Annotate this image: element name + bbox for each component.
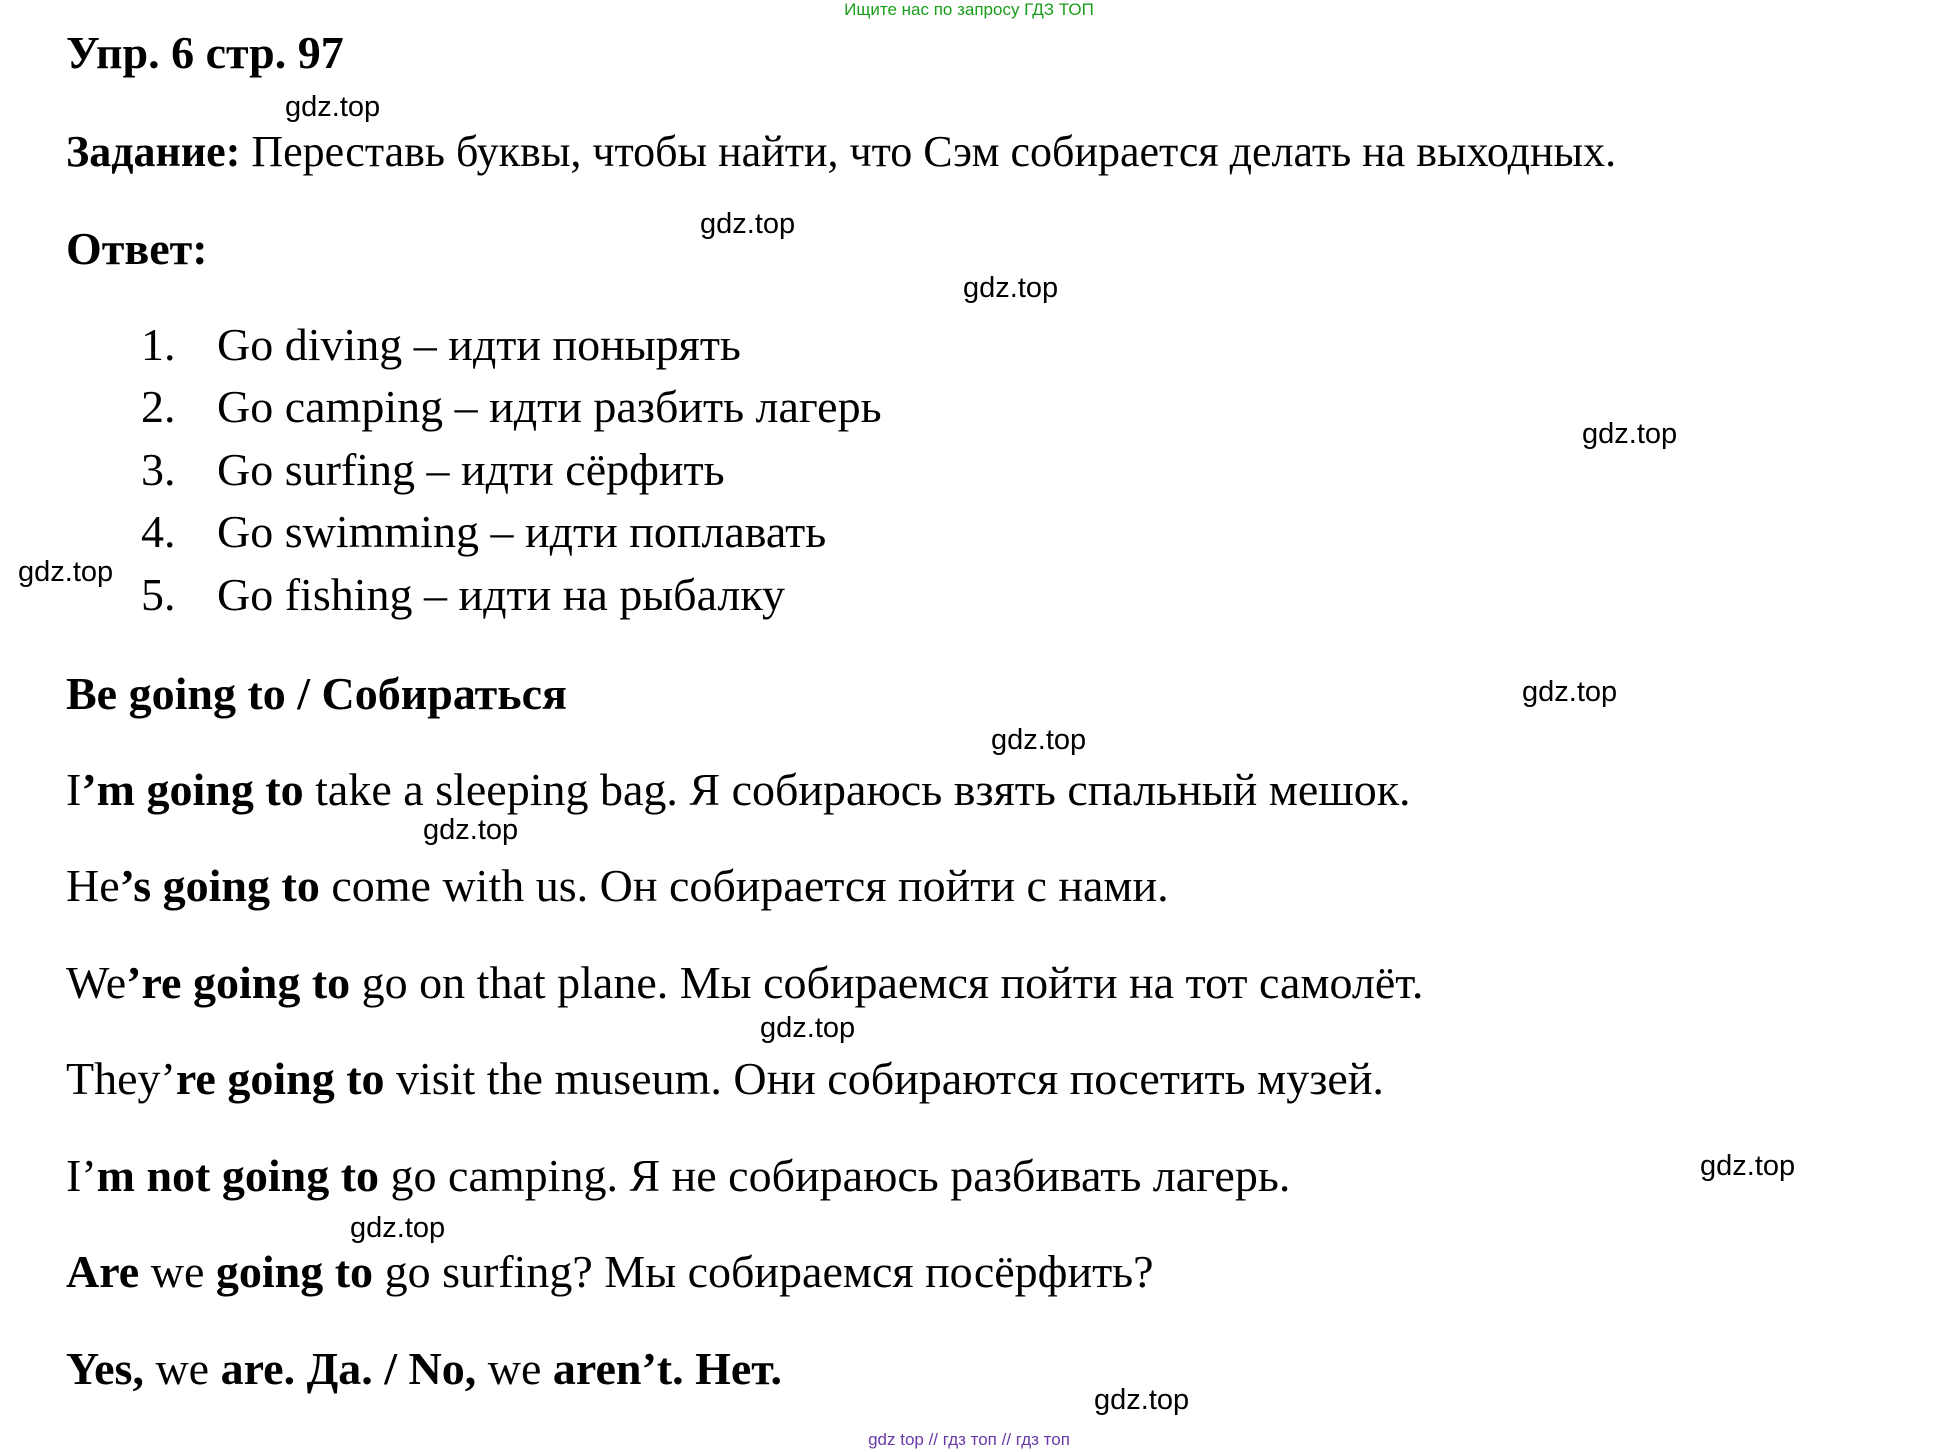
answer-text: Go camping – идти разбить лагерь	[217, 381, 882, 432]
top-search-link[interactable]: Ищите нас по запросу ГДЗ ТОП	[844, 0, 1094, 19]
watermark: gdz.top	[18, 556, 114, 588]
watermark: gdz.top	[285, 91, 381, 123]
answer-number: 1.	[141, 319, 176, 370]
task-label: Задание:	[66, 127, 241, 176]
answer-heading: Ответ:	[66, 223, 208, 274]
answer-number: 4.	[141, 506, 176, 557]
answer-text: Go diving – идти понырять	[217, 319, 741, 370]
example-question: Are we going to go surfing? Мы собираемся посёрфить?	[66, 1246, 1154, 1297]
page-title: Упр. 6 стр. 97	[66, 27, 344, 78]
task-line	[66, 126, 1616, 177]
answer-number: 5.	[141, 569, 176, 620]
example-sentence-2: He’s going to come with us. Он собирается пойти с нами.	[66, 860, 1169, 911]
footer-links[interactable]: gdz top // гдз топ // гдз топ	[868, 1430, 1070, 1449]
answer-number: 3.	[141, 444, 176, 495]
example-sentence-5: I’m not going to go camping. Я не собираюсь разбивать лагерь.	[66, 1150, 1291, 1201]
watermark: gdz.top	[1700, 1150, 1796, 1182]
example-sentence-4: They’re going to visit the museum. Они собираются посетить музей.	[66, 1053, 1384, 1104]
watermark: gdz.top	[991, 724, 1087, 756]
task-text: Переставь буквы, чтобы найти, что Сэм собирается делать на выходных.	[240, 127, 1617, 176]
example-reply: Yes, we are. Да. / No, we aren’t. Нет.	[66, 1343, 782, 1394]
watermark: gdz.top	[760, 1012, 856, 1044]
example-sentence-3: We’re going to go on that plane. Мы собираемся пойти на тот самолёт.	[66, 957, 1424, 1008]
answer-text: Go swimming – идти поплавать	[217, 506, 827, 557]
watermark: gdz.top	[1094, 1384, 1190, 1416]
watermark: gdz.top	[1522, 676, 1618, 708]
example-sentence-1: I’m going to take a sleeping bag. Я собираюсь взять спальный мешок.	[66, 764, 1411, 815]
answer-number: 2.	[141, 381, 176, 432]
answer-text: Go surfing – идти сёрфить	[217, 444, 725, 495]
watermark: gdz.top	[1582, 418, 1678, 450]
answer-text: Go fishing – идти на рыбалку	[217, 569, 786, 620]
watermark: gdz.top	[350, 1212, 446, 1244]
watermark: gdz.top	[700, 208, 796, 240]
watermark: gdz.top	[963, 272, 1059, 304]
watermark: gdz.top	[423, 814, 519, 846]
section-heading: Be going to / Собираться	[66, 668, 567, 719]
